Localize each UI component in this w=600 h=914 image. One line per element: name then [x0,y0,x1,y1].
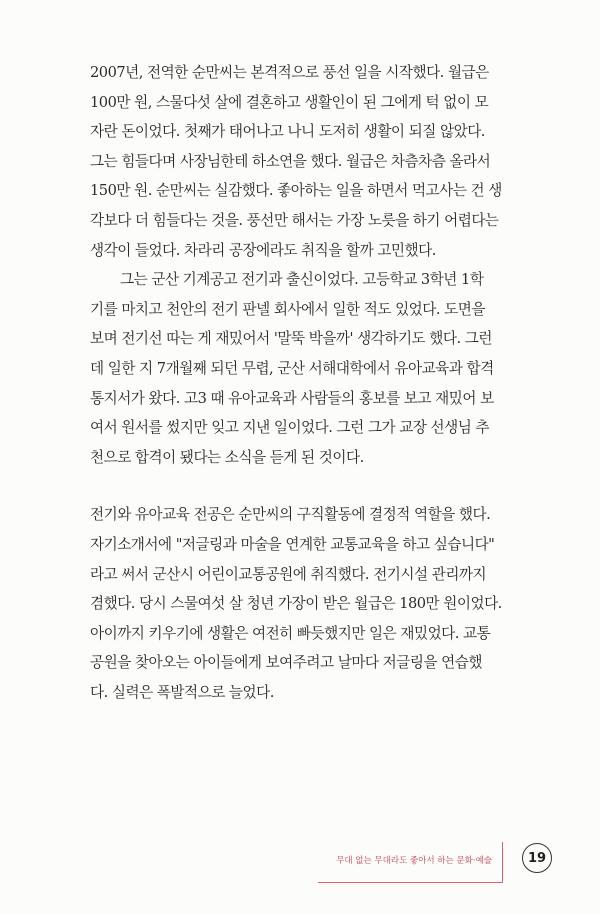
text-line: 그는 군산 기계공고 전기과 출신이었다. 고등학교 3학년 1학 [120,271,484,289]
text-line: 그는 힘들다며 사장님한테 하소연을 했다. 월급은 차츰차츰 올라서 [90,152,491,170]
text-line: 겸했다. 당시 스물여섯 살 청년 가장이 받은 월급은 180만 원이었다. [90,595,502,613]
text-line: 통지서가 왔다. 고3 때 유아교육과 사람들의 홍보를 보고 재밌어 보 [90,389,494,407]
text-line: 100만 원, 스물다섯 살에 결혼하고 생활인이 된 그에게 턱 없이 모 [90,93,489,111]
page-number: 19 [522,843,552,873]
paragraph-2 [90,265,546,472]
text-line: 2007년, 전역한 순만씨는 본격적으로 풍선 일을 시작했다. 월급은 [90,64,489,81]
section-break [90,472,546,500]
text-line: 자기소개서에 "저글링과 마술을 연계한 교통교육을 하고 싶습니다" [90,535,495,553]
running-title: 무대 없는 무대라도 좋아서 하는 문화·예술 [336,856,492,866]
text-line: 데 일한 지 7개월째 되던 무렵, 군산 서해대학에서 유아교육과 합격 [90,359,494,377]
text-line: 각보다 더 힘들다는 것을. 풍선만 해서는 가장 노릇을 하기 어렵다는 [90,211,499,229]
text-line: 보며 전기선 따는 게 재밌어서 '말뚝 박을까' 생각하기도 했다. 그런 [90,330,492,348]
text-line: 여서 원서를 썼지만 잊고 지낸 일이었다. 그런 그가 교장 선생님 추 [90,419,490,437]
running-title-box [318,842,503,883]
text-line: 자란 돈이었다. 첫째가 태어나고 나니 도저히 생활이 되질 않았다. [90,123,485,141]
text-line: 150만 원. 순만씨는 실감했다. 좋아하는 일을 하면서 먹고사는 건 생 [90,182,502,200]
paragraph-1 [90,58,546,265]
body-text [90,58,546,707]
text-line: 전기와 유아교육 전공은 순만씨의 구직활동에 결정적 역할을 했다. [90,506,491,524]
text-line: 천으로 합격이 됐다는 소식을 듣게 된 것이다. [90,448,364,466]
text-line: 다. 실력은 폭발적으로 늘었다. [90,683,274,701]
text-line: 라고 써서 군산시 어린이교통공원에 취직했다. 전기시설 관리까지 [90,565,487,583]
paragraph-3 [90,500,546,707]
text-line: 아이까지 키우기에 생활은 여전히 빠듯했지만 일은 재밌었다. 교통 [90,624,491,642]
text-line: 기를 마치고 천안의 전기 판넬 회사에서 일한 적도 있었다. 도면을 [90,300,485,318]
text-line: 공원을 찾아오는 아이들에게 보여주려고 날마다 저글링을 연습했 [90,654,482,672]
text-line: 생각이 들었다. 차라리 공장에라도 취직을 할까 고민했다. [90,241,436,259]
